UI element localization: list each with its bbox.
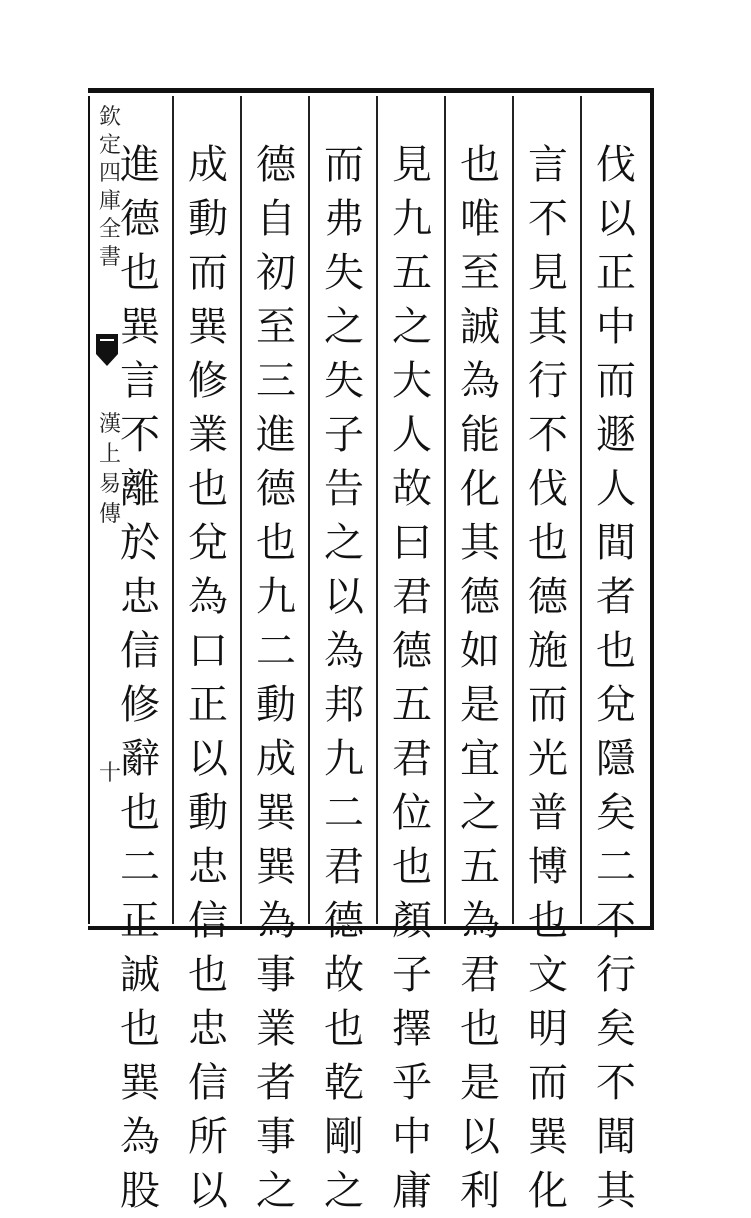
column-divider (376, 96, 378, 924)
column-divider (172, 96, 174, 924)
text-column-2: 言不見其行不伐也德施而光普博也文明而巽化 (528, 142, 568, 1214)
margin-page-number: 十 (98, 761, 121, 786)
text-column-5: 而弗失之失子告之以為邦九二君德故也乾剛之 (324, 142, 364, 1214)
column-divider (308, 96, 310, 924)
text-column-7: 成動而巽修業也兌為口正以動忠信也忠信所以 (188, 142, 228, 1214)
text-column-1: 伐以正中而遯人間者也兌隱矣二不行矣不聞其 (596, 142, 636, 1214)
column-divider (240, 96, 242, 924)
text-column-3: 也唯至誠為能化其德如是宜之五為君也是以利 (460, 142, 500, 1214)
margin-rule (88, 96, 90, 924)
text-column-8: 進德也巽言不離於忠信修辭也二正誠也巽為股 (120, 142, 160, 1214)
column-divider (580, 96, 582, 924)
margin-title: 欽定四庫全書 (98, 105, 121, 270)
text-column-4: 見九五之大人故曰君德五君位也顏子擇乎中庸 (392, 142, 432, 1214)
column-divider (444, 96, 446, 924)
margin-book-title: 漢上易傳 (98, 412, 121, 527)
text-column-6: 德自初至三進德也九二動成巽巽為事業者事之 (256, 142, 296, 1214)
column-divider (512, 96, 514, 924)
